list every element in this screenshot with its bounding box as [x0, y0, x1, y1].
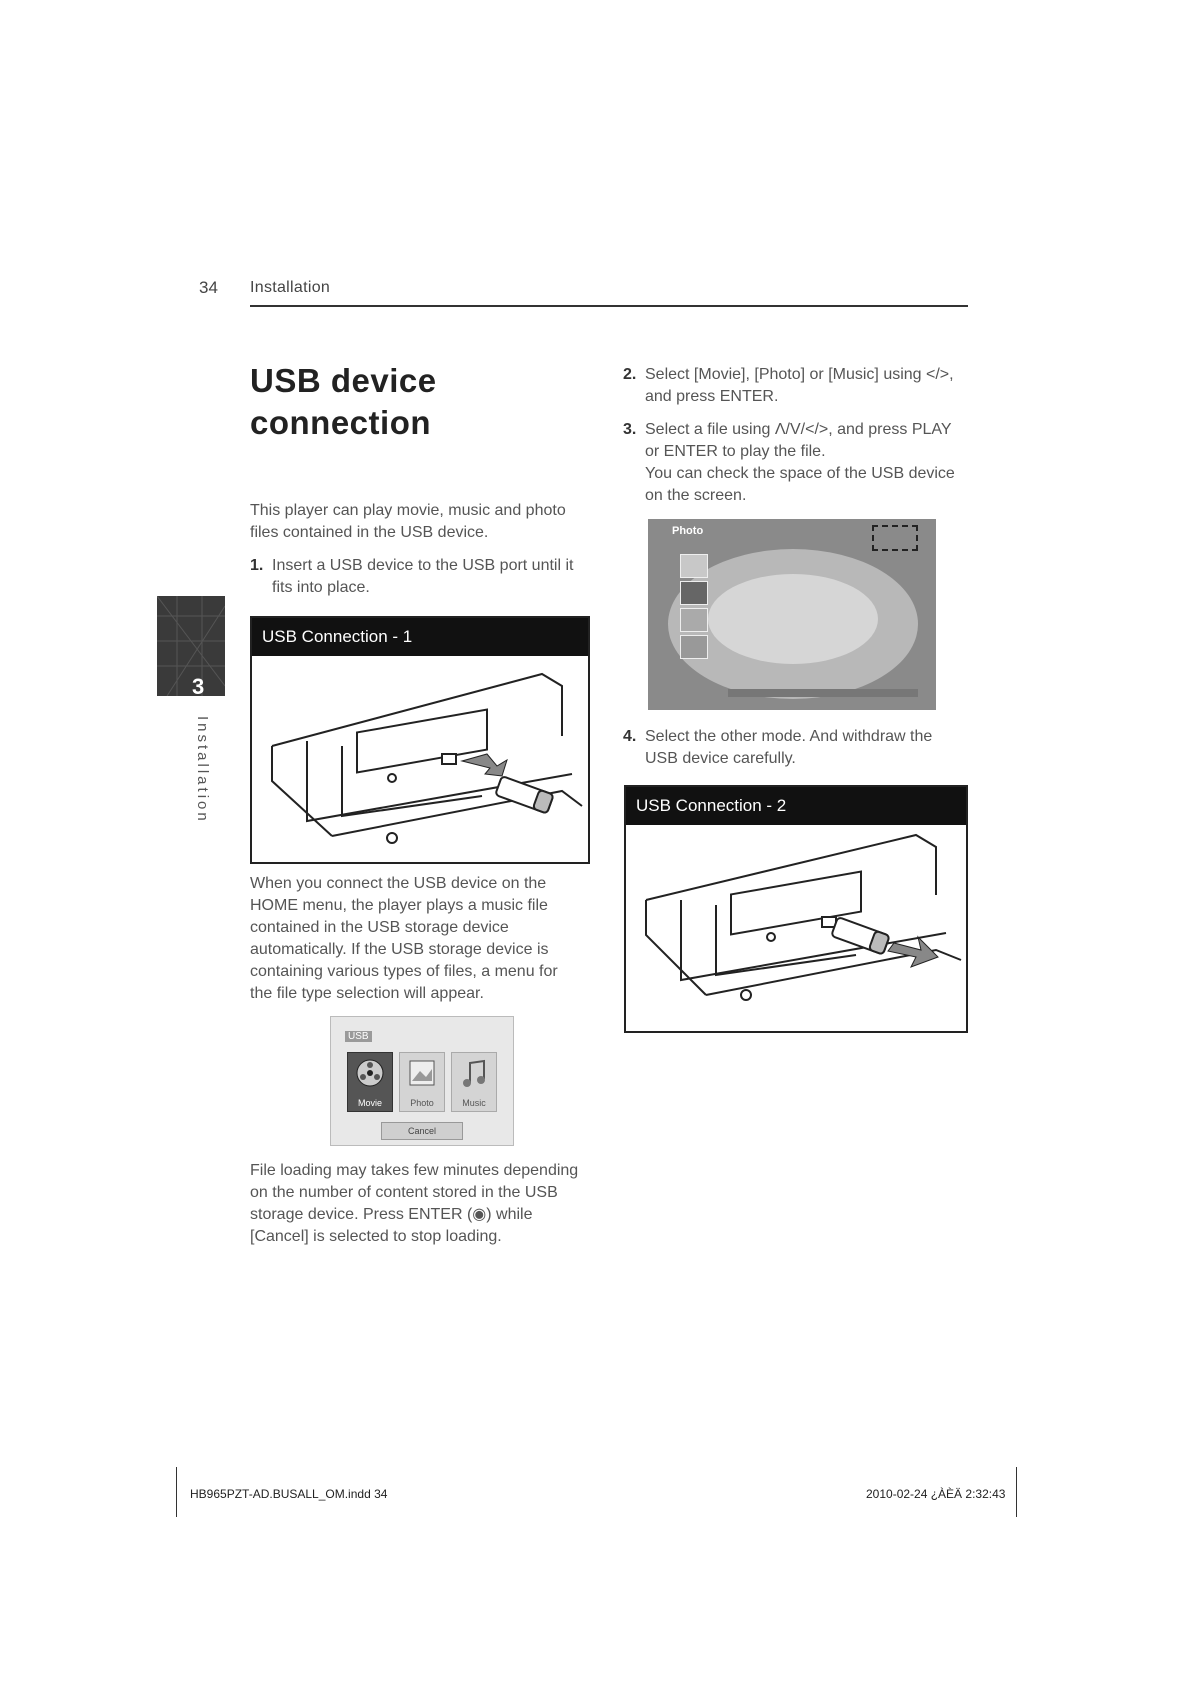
step-4 — [623, 726, 968, 770]
step-3 — [623, 419, 968, 507]
cancel-button[interactable]: Cancel — [381, 1122, 463, 1140]
step-3-text: Select a file using Λ/V/</>, and press PLAY or ENTER to play the file. — [645, 421, 952, 460]
section-title: Installation — [250, 279, 331, 296]
screen-glow-inner — [708, 574, 878, 664]
menu-item-photo-label: Photo — [410, 1098, 434, 1108]
thumbnail-3[interactable] — [680, 608, 708, 632]
step-1 — [250, 555, 585, 599]
step-1-text: Insert a USB device to the USB port until it fits into place. — [272, 557, 574, 596]
photo-browser-screenshot — [648, 519, 936, 710]
footer-right-rule — [1016, 1467, 1017, 1517]
movie-reel-icon — [348, 1053, 392, 1093]
footer-timestamp: 2010-02-24 ¿ÀÈÄ 2:32:43 — [866, 1487, 1006, 1501]
chapter-tab — [157, 596, 225, 696]
intro-paragraph: This player can play movie, music and photo files contained in the USB device. — [250, 502, 566, 541]
thumbnail-1[interactable] — [680, 554, 708, 578]
usb-space-indicator — [872, 525, 918, 551]
step-3-note: You can check the space of the USB device on the screen. — [645, 465, 955, 504]
step-1-number: 1. — [250, 557, 264, 574]
usb-menu-header: USB — [345, 1031, 372, 1042]
chapter-number: 3 — [192, 674, 205, 699]
header-rule — [250, 305, 968, 307]
screen-photo-label: Photo — [672, 525, 704, 537]
step-2-number: 2. — [623, 366, 637, 383]
thumbnail-2[interactable] — [680, 581, 708, 605]
thumbnail-4[interactable] — [680, 635, 708, 659]
step-4-number: 4. — [623, 728, 637, 745]
figure-1-title: USB Connection - 1 — [252, 618, 588, 656]
menu-item-movie-label: Movie — [357, 1098, 382, 1108]
figure-usb-connection-1 — [250, 616, 590, 864]
step-3-number: 3. — [623, 421, 637, 438]
menu-item-music-label: Music — [462, 1098, 486, 1108]
home-menu-paragraph: When you connect the USB device on the HOME menu, the player plays a music file contained in the USB storage device automatically. If the USB storage device is containing various types of files, a menu for the file type selection will appear. — [250, 875, 558, 1002]
figure-2-title: USB Connection - 2 — [626, 787, 966, 825]
footer-file-name: HB965PZT-AD.BUSALL_OM.indd 34 — [190, 1487, 388, 1501]
chapter-tab-pattern — [157, 596, 225, 696]
player-usb-withdraw-illustration — [626, 825, 966, 1029]
menu-item-photo[interactable] — [399, 1052, 445, 1112]
chapter-label: Installation — [194, 716, 211, 824]
file-loading-paragraph: File loading may takes few minutes depending on the number of content stored in the USB storage device. Press ENTER (◉) while [Cancel] is selected to stop loading. — [250, 1162, 579, 1245]
step-2 — [623, 364, 963, 408]
page-title: USB device connection — [250, 362, 437, 441]
figure-usb-connection-2 — [624, 785, 968, 1033]
step-4-text: Select the other mode. And withdraw the USB device carefully. — [645, 728, 933, 767]
step-2-text: Select [Movie], [Photo] or [Music] using </>, and press ENTER. — [645, 366, 954, 405]
usb-menu-screenshot — [330, 1016, 514, 1146]
footer-left-rule — [176, 1467, 177, 1517]
menu-item-music[interactable] — [451, 1052, 497, 1112]
screen-help-bar — [728, 689, 918, 697]
music-note-icon — [452, 1053, 496, 1093]
photo-icon — [400, 1053, 444, 1093]
page-number: 34 — [199, 278, 218, 297]
player-usb-insert-illustration — [252, 656, 588, 860]
menu-item-movie[interactable] — [347, 1052, 393, 1112]
